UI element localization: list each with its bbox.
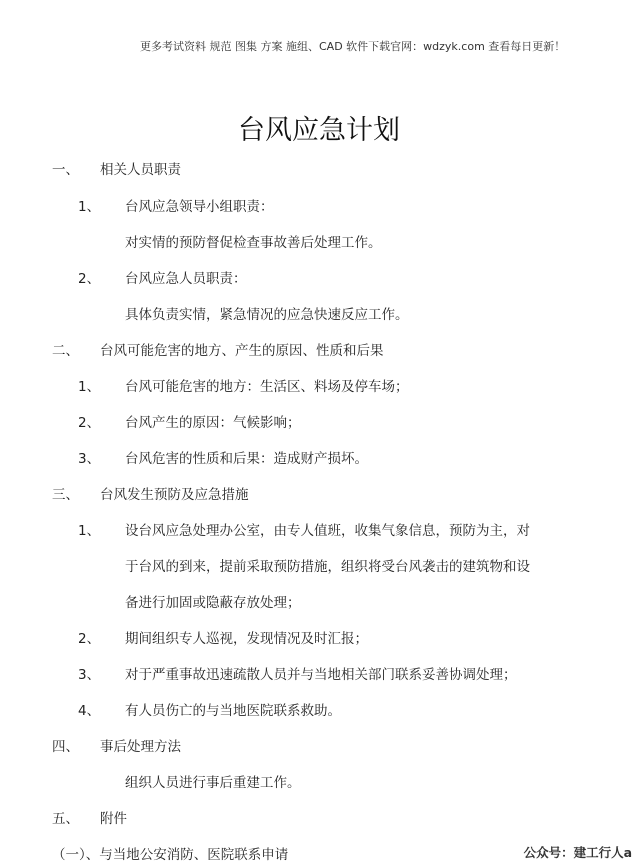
- section-1-heading: 相关人员职责: [100, 162, 181, 178]
- section-2-heading: 台风可能危害的地方、产生的原因、性质和后果: [100, 343, 384, 359]
- section-2-number: 二、: [52, 343, 79, 359]
- section-4-number: 四、: [52, 739, 79, 755]
- s2-item-1-number: 1、: [78, 379, 101, 395]
- s1-item-2-text: 台风应急人员职责：: [125, 271, 247, 287]
- s3-item-1-line-3: 备进行加固或隐蔽存放处理；: [125, 595, 301, 611]
- s1-item-1-text: 台风应急领导小组职责：: [125, 199, 274, 215]
- s3-item-4-number: 4、: [78, 703, 101, 719]
- header-note: 更多考试资料 规范 图集 方案 施组、CAD 软件下载官网：wdzyk.com 查看每日更新！: [140, 40, 566, 53]
- section-3-number: 三、: [52, 487, 79, 503]
- section-1-number: 一、: [52, 162, 79, 178]
- s5-subitem: （一）、与当地公安消防、医院联系申请: [52, 847, 289, 863]
- s1-item-2-number: 2、: [78, 271, 101, 287]
- s1-item-2-detail: 具体负责实情，紧急情况的应急快速反应工作。: [125, 307, 409, 323]
- watermark: 公众号：建工行人a: [523, 845, 632, 860]
- section-5-number: 五、: [52, 811, 79, 827]
- s3-item-3-number: 3、: [78, 667, 101, 683]
- s3-item-1-number: 1、: [78, 523, 101, 539]
- s2-item-1-text: 台风可能危害的地方：生活区、料场及停车场；: [125, 379, 409, 395]
- s3-item-4-text: 有人员伤亡的与当地医院联系救助。: [125, 703, 341, 719]
- s2-item-3-number: 3、: [78, 451, 101, 467]
- section-4-heading: 事后处理方法: [100, 739, 181, 755]
- s3-item-2-text: 期间组织专人巡视，发现情况及时汇报；: [125, 631, 368, 647]
- page-title: 台风应急计划: [238, 115, 400, 146]
- s1-item-1-number: 1、: [78, 199, 101, 215]
- section-3-heading: 台风发生预防及应急措施: [100, 487, 249, 503]
- s3-item-1-line-1: 设台风应急处理办公室，由专人值班，收集气象信息，预防为主，对: [125, 523, 530, 539]
- s3-item-2-number: 2、: [78, 631, 101, 647]
- s1-item-1-detail: 对实情的预防督促检查事故善后处理工作。: [125, 235, 382, 251]
- s3-item-3-text: 对于严重事故迅速疏散人员并与当地相关部门联系妥善协调处理；: [125, 667, 517, 683]
- s2-item-2-number: 2、: [78, 415, 101, 431]
- s2-item-3-text: 台风危害的性质和后果：造成财产损坏。: [125, 451, 368, 467]
- s3-item-1-line-2: 于台风的到来，提前采取预防措施，组织将受台风袭击的建筑物和设: [125, 559, 530, 575]
- section-5-heading: 附件: [100, 811, 127, 827]
- s2-item-2-text: 台风产生的原因：气候影响；: [125, 415, 301, 431]
- s4-detail: 组织人员进行事后重建工作。: [125, 775, 301, 791]
